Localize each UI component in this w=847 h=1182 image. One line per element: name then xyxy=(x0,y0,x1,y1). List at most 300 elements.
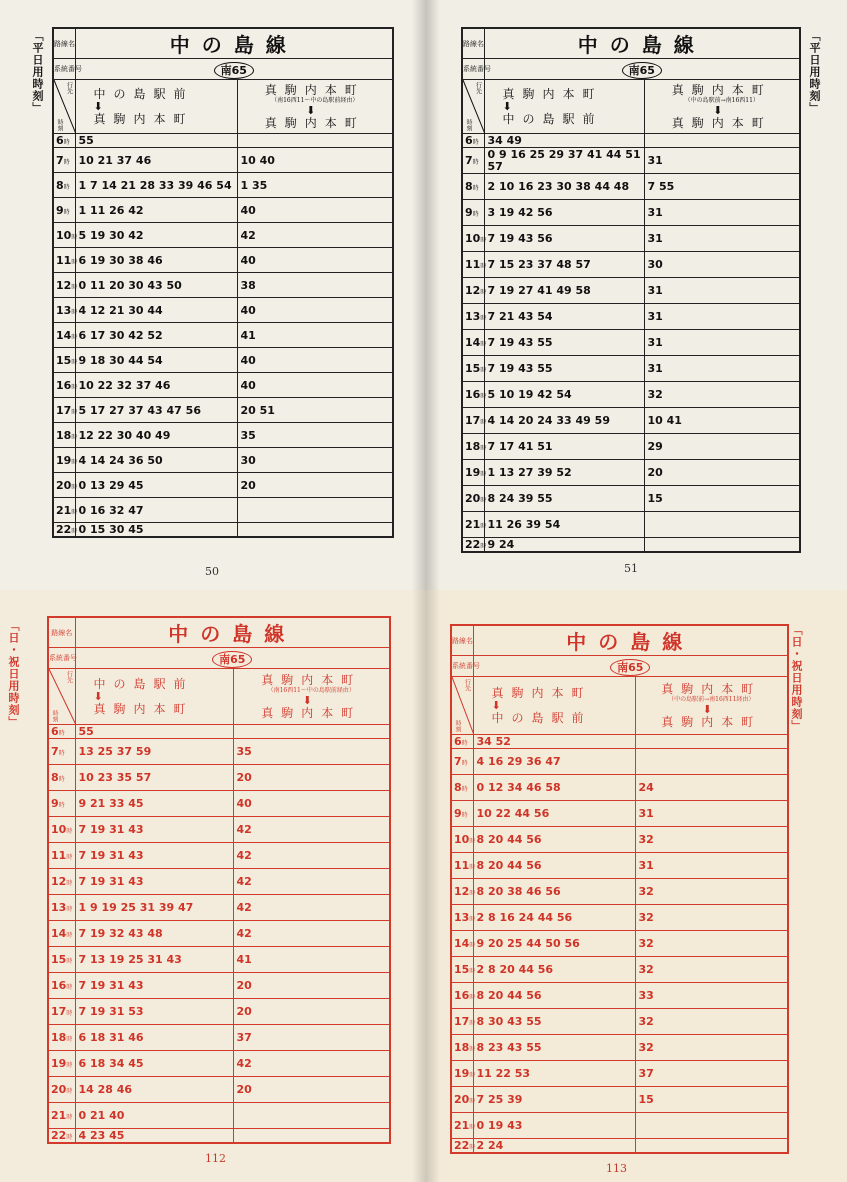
departure-minutes-dir1: 0 15 30 45 xyxy=(75,523,237,538)
departure-minutes-dir2 xyxy=(635,735,788,749)
hour-value: 10 xyxy=(465,232,481,245)
hour-cell xyxy=(451,957,476,983)
hour-suffix: 時 xyxy=(469,994,476,1001)
hour-cell xyxy=(462,486,487,512)
page-113 xyxy=(426,590,847,1182)
departure-minutes-dir1: 0 12 34 46 58 xyxy=(473,775,635,801)
hour-value: 15 xyxy=(465,362,481,375)
line-name: 中の島線 xyxy=(484,28,800,59)
direction-1-header xyxy=(75,80,237,134)
departure-minutes-dir2: 42 xyxy=(233,817,390,843)
hour-suffix: 時 xyxy=(63,208,70,216)
hour-suffix: 時 xyxy=(461,740,468,747)
departure-minutes-dir1: 0 9 16 25 29 37 41 44 51 57 xyxy=(484,148,644,174)
hour-suffix: 時 xyxy=(461,786,468,793)
line-name: 中の島線 xyxy=(473,625,788,656)
departure-minutes-dir1: 6 18 34 45 xyxy=(75,1051,233,1077)
hour-value: 16 xyxy=(465,388,481,401)
departure-minutes-dir1: 7 19 31 43 xyxy=(75,817,233,843)
hour-value: 16 xyxy=(56,378,72,392)
departure-minutes-dir2: 35 xyxy=(233,739,390,765)
hour-suffix: 時 xyxy=(58,750,65,757)
departure-minutes-dir1: 10 21 37 46 xyxy=(75,148,237,173)
hour-value: 20 xyxy=(465,492,481,505)
hour-row xyxy=(451,1009,788,1035)
hour-cell xyxy=(48,765,75,791)
departure-minutes-dir2: 7 55 xyxy=(644,174,800,200)
departure-minutes-dir2: 31 xyxy=(644,278,800,304)
departure-minutes-dir1: 0 13 29 45 xyxy=(75,473,237,498)
hour-row xyxy=(48,765,390,791)
departure-minutes-dir2: 15 xyxy=(644,486,800,512)
departure-minutes-dir1: 8 20 44 56 xyxy=(473,827,635,853)
hour-cell xyxy=(451,853,476,879)
departure-minutes-dir2: 37 xyxy=(635,1061,788,1087)
hour-suffix: 時 xyxy=(71,483,78,491)
departure-minutes-dir1: 9 21 33 45 xyxy=(75,791,233,817)
hour-value: 13 xyxy=(56,303,72,317)
hour-cell xyxy=(48,973,75,999)
hour-value: 6 xyxy=(465,134,473,147)
hour-cell xyxy=(53,323,78,348)
hour-cell xyxy=(462,356,487,382)
direction-1-from: 中の島駅前 xyxy=(93,87,194,101)
departure-minutes-dir1: 10 23 35 57 xyxy=(75,765,233,791)
hour-row xyxy=(53,134,393,148)
departure-minutes-dir2 xyxy=(635,749,788,775)
direction-2-from: 真駒内本町 xyxy=(264,83,365,97)
hour-value: 10 xyxy=(56,228,72,242)
page-50 xyxy=(0,0,426,590)
direction-2-to: 真駒内本町 xyxy=(671,116,772,130)
hour-cell xyxy=(451,1087,476,1113)
hour-value: 8 xyxy=(454,781,462,794)
page-number: 112 xyxy=(205,1152,226,1165)
arrow-down-icon: ⬇ xyxy=(491,699,501,712)
departure-minutes-dir2: 40 xyxy=(237,248,393,273)
book-gutter-shadow xyxy=(412,590,426,1182)
line-name-label: 路線名 xyxy=(53,28,75,59)
hour-value: 19 xyxy=(56,453,72,467)
hour-cell xyxy=(451,1009,476,1035)
departure-minutes-dir1: 0 19 43 xyxy=(473,1113,635,1139)
departure-minutes-dir1: 2 8 16 24 44 56 xyxy=(473,905,635,931)
direction-2-from: 真駒内本町 xyxy=(661,682,762,696)
hour-row xyxy=(462,434,800,460)
hour-row xyxy=(462,252,800,278)
departure-minutes-dir1: 2 10 16 23 30 38 44 48 xyxy=(484,174,644,200)
hour-cell xyxy=(462,252,487,278)
hour-row xyxy=(462,134,800,148)
hour-cell xyxy=(451,749,473,775)
hour-row xyxy=(462,278,800,304)
hour-cell xyxy=(462,200,484,226)
direction-2-header xyxy=(644,80,800,134)
route-number-label: 系統番号 xyxy=(451,656,473,677)
departure-minutes-dir2: 42 xyxy=(233,1051,390,1077)
header-corner xyxy=(462,80,484,134)
destination-label: 行先 xyxy=(474,82,482,94)
departure-minutes-dir2: 42 xyxy=(233,895,390,921)
route-number-label: 系統番号 xyxy=(53,59,75,80)
departure-minutes-dir1: 4 12 21 30 44 xyxy=(75,298,237,323)
departure-minutes-dir1: 7 19 43 55 xyxy=(484,330,644,356)
hour-suffix: 時 xyxy=(472,159,479,166)
header-corner xyxy=(451,677,473,735)
hour-suffix: 時 xyxy=(58,776,65,783)
departure-minutes-dir1: 10 22 44 56 xyxy=(473,801,635,827)
hour-suffix: 時 xyxy=(469,916,476,923)
departure-minutes-dir1: 34 52 xyxy=(473,735,635,749)
departure-minutes-dir2: 38 xyxy=(237,273,393,298)
departure-minutes-dir1: 3 19 42 56 xyxy=(484,200,644,226)
hour-suffix: 時 xyxy=(469,864,476,871)
hour-cell xyxy=(53,398,78,423)
hour-row xyxy=(48,843,390,869)
hour-value: 15 xyxy=(454,963,470,976)
hour-value: 19 xyxy=(51,1057,67,1070)
timetable xyxy=(461,27,801,553)
hour-row xyxy=(451,735,788,749)
direction-2-from: 真駒内本町 xyxy=(261,673,362,687)
hour-cell xyxy=(48,921,75,947)
schedule-type-label: 「平日用時刻」 xyxy=(808,30,821,114)
hour-cell xyxy=(451,827,476,853)
hour-row xyxy=(451,749,788,775)
arrow-down-icon: ⬇ xyxy=(702,703,720,716)
hour-row xyxy=(48,895,390,921)
hour-cell xyxy=(53,273,78,298)
timetable xyxy=(450,624,789,1154)
direction-2-to: 真駒内本町 xyxy=(264,116,365,130)
hour-row xyxy=(462,304,800,330)
departure-minutes-dir2: 32 xyxy=(635,827,788,853)
hour-row xyxy=(53,473,393,498)
hour-row xyxy=(48,1103,390,1129)
hour-cell xyxy=(53,473,78,498)
departure-minutes-dir1: 6 19 30 38 46 xyxy=(75,248,237,273)
hour-row xyxy=(48,947,390,973)
hour-cell xyxy=(48,895,75,921)
book-gutter-shadow xyxy=(426,0,440,590)
departure-minutes-dir2: 31 xyxy=(635,801,788,827)
departure-minutes-dir2: 32 xyxy=(635,879,788,905)
departure-minutes-dir2: 1 35 xyxy=(237,173,393,198)
destination-label: 行先 xyxy=(65,82,73,94)
hour-suffix: 時 xyxy=(480,393,487,400)
hour-value: 17 xyxy=(465,414,481,427)
timetable xyxy=(47,616,391,1144)
line-name-label: 路線名 xyxy=(48,617,75,648)
departure-minutes-dir1: 6 17 30 42 52 xyxy=(75,323,237,348)
departure-minutes-dir2: 31 xyxy=(635,853,788,879)
departure-minutes-dir1: 7 13 19 25 31 43 xyxy=(75,947,233,973)
hour-cell xyxy=(462,330,487,356)
departure-minutes-dir1: 0 21 40 xyxy=(75,1103,233,1129)
departure-minutes-dir1: 1 7 14 21 28 33 39 46 54 xyxy=(75,173,237,198)
hour-suffix: 時 xyxy=(469,890,476,897)
hour-value: 18 xyxy=(454,1041,470,1054)
hour-value: 16 xyxy=(454,989,470,1002)
page-51 xyxy=(426,0,847,590)
hour-row xyxy=(462,382,800,408)
hour-suffix: 時 xyxy=(71,333,78,341)
hour-cell xyxy=(53,198,75,223)
hour-value: 17 xyxy=(56,403,72,417)
hour-suffix: 時 xyxy=(480,497,487,504)
hour-value: 19 xyxy=(465,466,481,479)
departure-minutes-dir1: 7 15 23 37 48 57 xyxy=(484,252,644,278)
departure-minutes-dir2: 32 xyxy=(635,1035,788,1061)
hour-suffix: 時 xyxy=(480,523,487,530)
hour-suffix: 時 xyxy=(469,1020,476,1027)
hour-cell xyxy=(462,148,484,174)
route-number-label: 系統番号 xyxy=(462,59,484,80)
departure-minutes-dir2 xyxy=(233,1103,390,1129)
departure-minutes-dir2: 29 xyxy=(644,434,800,460)
direction-2-to: 真駒内本町 xyxy=(661,715,762,729)
departure-minutes-dir1: 7 19 32 43 48 xyxy=(75,921,233,947)
hour-row xyxy=(53,323,393,348)
departure-minutes-dir1: 12 22 30 40 49 xyxy=(75,423,237,448)
hour-suffix: 時 xyxy=(66,828,73,835)
hour-cell xyxy=(53,373,78,398)
hour-value: 7 xyxy=(51,745,59,758)
hour-row xyxy=(462,356,800,382)
departure-minutes-dir2: 32 xyxy=(635,931,788,957)
departure-minutes-dir2: 32 xyxy=(635,1009,788,1035)
hour-cell xyxy=(48,1103,75,1129)
hour-cell xyxy=(48,843,75,869)
hour-row xyxy=(462,486,800,512)
hour-row xyxy=(53,223,393,248)
hour-value: 10 xyxy=(51,823,67,836)
hour-value: 17 xyxy=(51,1005,67,1018)
hour-value: 21 xyxy=(51,1109,67,1122)
hour-row xyxy=(462,512,800,538)
book-gutter-shadow xyxy=(412,0,426,590)
direction-2-to: 真駒内本町 xyxy=(261,706,362,720)
hour-row xyxy=(48,1051,390,1077)
hour-suffix: 時 xyxy=(480,471,487,478)
hour-value: 7 xyxy=(56,153,64,167)
hour-cell xyxy=(462,382,487,408)
hour-value: 11 xyxy=(454,859,470,872)
hour-suffix: 時 xyxy=(469,968,476,975)
departure-minutes-dir2: 32 xyxy=(644,382,800,408)
hour-cell xyxy=(48,817,75,843)
header-corner xyxy=(48,669,75,725)
hour-suffix: 時 xyxy=(63,139,70,146)
departure-minutes-dir1: 34 49 xyxy=(484,134,644,148)
hour-value: 20 xyxy=(454,1093,470,1106)
hour-row xyxy=(53,173,393,198)
direction-2-via-note: （中の島駅前→南16西11経由） xyxy=(668,696,755,703)
hour-suffix: 時 xyxy=(66,932,73,939)
hour-cell xyxy=(462,434,487,460)
hour-value: 8 xyxy=(56,178,64,192)
hour-cell xyxy=(48,999,75,1025)
hour-cell xyxy=(462,226,487,252)
departure-minutes-dir2: 31 xyxy=(644,330,800,356)
hour-value: 14 xyxy=(51,927,67,940)
hour-value: 14 xyxy=(465,336,481,349)
hour-cell xyxy=(451,931,476,957)
schedule-type-label: 「平日用時刻」 xyxy=(31,30,44,114)
arrow-down-icon: ⬇ xyxy=(302,694,320,707)
hour-cell xyxy=(48,1129,75,1144)
departure-minutes-dir2: 40 xyxy=(237,298,393,323)
header-corner xyxy=(53,80,75,134)
departure-minutes-dir2: 20 xyxy=(233,973,390,999)
hour-cell xyxy=(462,512,487,538)
route-number-label: 系統番号 xyxy=(48,648,75,669)
hour-cell xyxy=(53,498,78,523)
departure-minutes-dir2: 15 xyxy=(635,1087,788,1113)
departure-minutes-dir2: 10 41 xyxy=(644,408,800,434)
hour-cell xyxy=(462,278,487,304)
hour-row xyxy=(462,460,800,486)
hour-row xyxy=(451,879,788,905)
hour-suffix: 時 xyxy=(58,730,65,737)
hour-value: 15 xyxy=(56,353,72,367)
hour-cell xyxy=(451,983,476,1009)
hour-cell xyxy=(53,348,78,373)
hour-value: 9 xyxy=(51,797,59,810)
hour-value: 9 xyxy=(56,203,64,217)
hour-value: 20 xyxy=(51,1083,67,1096)
hour-cell xyxy=(48,791,75,817)
hour-row xyxy=(48,973,390,999)
hour-suffix: 時 xyxy=(63,158,70,166)
direction-1-from: 中の島駅前 xyxy=(93,677,194,691)
hour-cell xyxy=(451,1113,476,1139)
page-112 xyxy=(0,590,426,1182)
hour-value: 22 xyxy=(454,1139,470,1152)
departure-minutes-dir1: 4 14 20 24 33 49 59 xyxy=(484,408,644,434)
direction-1-from: 真駒内本町 xyxy=(491,686,592,700)
page-number: 113 xyxy=(606,1162,627,1175)
hour-row xyxy=(53,298,393,323)
departure-minutes-dir2: 42 xyxy=(233,869,390,895)
departure-minutes-dir2: 40 xyxy=(237,373,393,398)
hour-row xyxy=(48,1025,390,1051)
departure-minutes-dir1: 7 19 31 43 xyxy=(75,843,233,869)
hour-row xyxy=(451,1113,788,1139)
departure-minutes-dir2: 20 xyxy=(237,473,393,498)
hour-suffix: 時 xyxy=(66,1010,73,1017)
departure-minutes-dir2 xyxy=(644,538,800,553)
hour-row xyxy=(48,739,390,765)
hour-label: 時刻 xyxy=(465,119,472,131)
hour-value: 10 xyxy=(454,833,470,846)
hour-row xyxy=(451,957,788,983)
hour-value: 13 xyxy=(465,310,481,323)
departure-minutes-dir2: 31 xyxy=(644,226,800,252)
departure-minutes-dir2: 42 xyxy=(233,921,390,947)
hour-suffix: 時 xyxy=(469,1124,476,1131)
route-number-badge: 南65 xyxy=(214,62,254,79)
schedule-type-label: 「日・祝日用時刻」 xyxy=(790,624,803,732)
hour-row xyxy=(451,853,788,879)
hour-suffix: 時 xyxy=(472,211,479,218)
hour-cell xyxy=(48,869,75,895)
direction-1-to: 真駒内本町 xyxy=(93,112,194,126)
departure-minutes-dir1: 8 24 39 55 xyxy=(484,486,644,512)
hour-value: 7 xyxy=(454,755,462,768)
hour-value: 18 xyxy=(51,1031,67,1044)
hour-cell xyxy=(462,134,484,148)
departure-minutes-dir1: 7 25 39 xyxy=(473,1087,635,1113)
hour-suffix: 時 xyxy=(71,433,78,441)
departure-minutes-dir2: 20 51 xyxy=(237,398,393,423)
hour-suffix: 時 xyxy=(469,1072,476,1079)
hour-value: 16 xyxy=(51,979,67,992)
departure-minutes-dir1: 7 17 41 51 xyxy=(484,434,644,460)
departure-minutes-dir2: 41 xyxy=(233,947,390,973)
departure-minutes-dir1: 5 19 30 42 xyxy=(75,223,237,248)
line-name: 中の島線 xyxy=(75,28,393,59)
departure-minutes-dir2: 24 xyxy=(635,775,788,801)
hour-cell xyxy=(451,879,476,905)
hour-suffix: 時 xyxy=(66,1134,73,1141)
hour-suffix: 時 xyxy=(469,1098,476,1105)
hour-row xyxy=(53,423,393,448)
hour-cell xyxy=(462,408,487,434)
hour-label: 時刻 xyxy=(454,720,461,732)
hour-row xyxy=(462,148,800,174)
hour-row xyxy=(48,1129,390,1144)
departure-minutes-dir1: 9 18 30 44 54 xyxy=(75,348,237,373)
departure-minutes-dir1: 7 21 43 54 xyxy=(484,304,644,330)
departure-minutes-dir1: 8 20 44 56 xyxy=(473,853,635,879)
hour-value: 12 xyxy=(51,875,67,888)
hour-cell xyxy=(48,1051,75,1077)
departure-minutes-dir2: 30 xyxy=(644,252,800,278)
hour-row xyxy=(451,1035,788,1061)
departure-minutes-dir2: 40 xyxy=(237,198,393,223)
hour-suffix: 時 xyxy=(480,419,487,426)
hour-suffix: 時 xyxy=(480,367,487,374)
departure-minutes-dir2: 10 40 xyxy=(237,148,393,173)
hour-cell xyxy=(53,148,75,173)
hour-value: 8 xyxy=(465,180,473,193)
hour-cell xyxy=(48,947,75,973)
hour-value: 19 xyxy=(454,1067,470,1080)
departure-minutes-dir1: 2 24 xyxy=(473,1139,635,1154)
hour-suffix: 時 xyxy=(63,183,70,191)
departure-minutes-dir1: 7 19 31 43 xyxy=(75,869,233,895)
departure-minutes-dir2 xyxy=(644,134,800,148)
hour-suffix: 時 xyxy=(480,263,487,270)
departure-minutes-dir1: 7 19 31 53 xyxy=(75,999,233,1025)
hour-suffix: 時 xyxy=(71,258,78,266)
departure-minutes-dir1: 9 24 xyxy=(484,538,644,553)
hour-row xyxy=(462,174,800,200)
hour-row xyxy=(451,905,788,931)
hour-label: 時刻 xyxy=(56,119,63,131)
arrow-down-icon: ⬇ xyxy=(93,100,103,113)
hour-cell xyxy=(451,801,473,827)
arrow-down-icon: ⬇ xyxy=(93,690,103,703)
departure-minutes-dir2: 31 xyxy=(644,304,800,330)
hour-row xyxy=(48,791,390,817)
hour-value: 20 xyxy=(56,478,72,492)
departure-minutes-dir1: 55 xyxy=(75,134,237,148)
departure-minutes-dir1: 1 9 19 25 31 39 47 xyxy=(75,895,233,921)
hour-value: 8 xyxy=(51,771,59,784)
departure-minutes-dir2: 30 xyxy=(237,448,393,473)
